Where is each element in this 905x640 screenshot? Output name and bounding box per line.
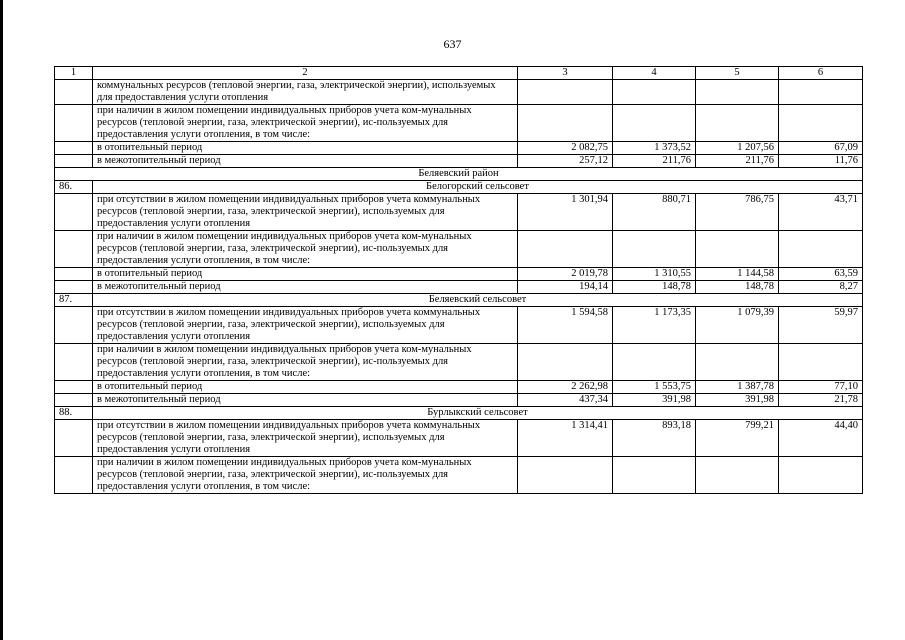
row-number (55, 194, 93, 231)
section-heading (55, 294, 863, 307)
value-col-3: 2 082,75 (518, 142, 613, 155)
table-row (55, 344, 863, 381)
row-number (55, 394, 93, 407)
value-col-3: 257,12 (518, 155, 613, 168)
table-row (55, 394, 863, 407)
value-col-5: 1 144,58 (696, 268, 779, 281)
column-header: 3 (518, 67, 613, 80)
value-col-4: 1 553,75 (613, 381, 696, 394)
tariff-table (54, 66, 863, 494)
row-number (55, 268, 93, 281)
column-header-row (55, 67, 863, 80)
district-title: Беляевский район (55, 168, 863, 181)
row-number: 88. (55, 407, 93, 420)
value-col-5 (696, 457, 779, 494)
table-row (55, 268, 863, 281)
value-col-3: 194,14 (518, 281, 613, 294)
value-col-4: 1 173,35 (613, 307, 696, 344)
value-col-3 (518, 231, 613, 268)
value-col-3 (518, 80, 613, 105)
row-number (55, 80, 93, 105)
value-col-5 (696, 105, 779, 142)
row-description: в отопительный период (93, 142, 518, 155)
page-edge-line (0, 0, 3, 640)
row-description: при отсутствии в жилом помещении индивидуальных приборов учета коммунальных ресурсов (тепловой энергии, газа, электрической энергии), используемых для предоставления услуги отопления (93, 420, 518, 457)
value-col-4 (613, 344, 696, 381)
row-number (55, 420, 93, 457)
value-col-4 (613, 105, 696, 142)
section-title: Белогорский сельсовет (93, 181, 863, 194)
row-description: в межотопительный период (93, 155, 518, 168)
column-header: 5 (696, 67, 779, 80)
row-description: при отсутствии в жилом помещении индивидуальных приборов учета коммунальных ресурсов (тепловой энергии, газа, электрической энергии), используемых для предоставления услуги отопления (93, 194, 518, 231)
section-title: Беляевский сельсовет (93, 294, 863, 307)
value-col-4: 1 373,52 (613, 142, 696, 155)
row-number (55, 344, 93, 381)
table-row (55, 420, 863, 457)
value-col-5: 786,75 (696, 194, 779, 231)
value-col-4: 211,76 (613, 155, 696, 168)
row-description: при наличии в жилом помещении индивидуальных приборов учета ком-мунальных ресурсов (тепловой энергии, газа, электрической энергии), ис-пользуемых для предоставления услуги отопления, в том числе: (93, 344, 518, 381)
table-row (55, 142, 863, 155)
value-col-4 (613, 457, 696, 494)
value-col-6: 44,40 (779, 420, 863, 457)
value-col-3 (518, 105, 613, 142)
row-description: при отсутствии в жилом помещении индивидуальных приборов учета коммунальных ресурсов (тепловой энергии, газа, электрической энергии), используемых для предоставления услуги отопления (93, 307, 518, 344)
column-header: 6 (779, 67, 863, 80)
value-col-5 (696, 231, 779, 268)
value-col-6 (779, 231, 863, 268)
value-col-5: 148,78 (696, 281, 779, 294)
table-row (55, 105, 863, 142)
value-col-6: 11,76 (779, 155, 863, 168)
value-col-3: 1 301,94 (518, 194, 613, 231)
table-row (55, 155, 863, 168)
value-col-5: 1 207,56 (696, 142, 779, 155)
district-heading (55, 168, 863, 181)
row-number (55, 307, 93, 344)
value-col-3: 1 314,41 (518, 420, 613, 457)
row-description: в межотопительный период (93, 281, 518, 294)
table-row (55, 194, 863, 231)
value-col-5 (696, 344, 779, 381)
row-description: коммунальных ресурсов (тепловой энергии, газа, электрической энергии), используемых для предоставления услуги отопления (93, 80, 518, 105)
value-col-6: 8,27 (779, 281, 863, 294)
row-description: при наличии в жилом помещении индивидуальных приборов учета ком-мунальных ресурсов (тепловой энергии, газа, электрической энергии), ис-пользуемых для предоставления услуги отопления, в том числе: (93, 457, 518, 494)
value-col-3: 437,34 (518, 394, 613, 407)
value-col-6: 63,59 (779, 268, 863, 281)
value-col-3 (518, 457, 613, 494)
value-col-6 (779, 344, 863, 381)
value-col-3: 2 019,78 (518, 268, 613, 281)
table-row (55, 381, 863, 394)
value-col-4: 1 310,55 (613, 268, 696, 281)
value-col-5 (696, 80, 779, 105)
row-description: при наличии в жилом помещении индивидуальных приборов учета ком-мунальных ресурсов (тепловой энергии, газа, электрической энергии), ис-пользуемых для предоставления услуги отопления, в том числе: (93, 105, 518, 142)
value-col-6 (779, 105, 863, 142)
value-col-5: 1 079,39 (696, 307, 779, 344)
value-col-6: 59,97 (779, 307, 863, 344)
row-number (55, 105, 93, 142)
value-col-5: 211,76 (696, 155, 779, 168)
value-col-6 (779, 80, 863, 105)
value-col-4: 880,71 (613, 194, 696, 231)
value-col-3 (518, 344, 613, 381)
row-number (55, 381, 93, 394)
row-number: 87. (55, 294, 93, 307)
table-row (55, 281, 863, 294)
row-number (55, 281, 93, 294)
table-row (55, 80, 863, 105)
section-heading (55, 407, 863, 420)
row-description: в межотопительный период (93, 394, 518, 407)
page-number: 637 (443, 37, 462, 51)
value-col-6: 67,09 (779, 142, 863, 155)
row-number (55, 142, 93, 155)
value-col-4 (613, 80, 696, 105)
row-number: 86. (55, 181, 93, 194)
value-col-4: 148,78 (613, 281, 696, 294)
value-col-3: 2 262,98 (518, 381, 613, 394)
section-title: Бурлыкский сельсовет (93, 407, 863, 420)
table-row (55, 457, 863, 494)
value-col-5: 391,98 (696, 394, 779, 407)
row-description: при наличии в жилом помещении индивидуальных приборов учета ком-мунальных ресурсов (тепловой энергии, газа, электрической энергии), ис-пользуемых для предоставления услуги отопления, в том числе: (93, 231, 518, 268)
value-col-4: 893,18 (613, 420, 696, 457)
table-row (55, 231, 863, 268)
value-col-6: 43,71 (779, 194, 863, 231)
section-heading (55, 181, 863, 194)
value-col-3: 1 594,58 (518, 307, 613, 344)
value-col-5: 799,21 (696, 420, 779, 457)
column-header: 4 (613, 67, 696, 80)
column-header: 2 (93, 67, 518, 80)
table-row (55, 307, 863, 344)
row-number (55, 457, 93, 494)
value-col-6: 21,78 (779, 394, 863, 407)
value-col-5: 1 387,78 (696, 381, 779, 394)
value-col-6 (779, 457, 863, 494)
row-description: в отопительный период (93, 268, 518, 281)
row-number (55, 231, 93, 268)
column-header: 1 (55, 67, 93, 80)
row-description: в отопительный период (93, 381, 518, 394)
row-number (55, 155, 93, 168)
value-col-4: 391,98 (613, 394, 696, 407)
value-col-6: 77,10 (779, 381, 863, 394)
value-col-4 (613, 231, 696, 268)
